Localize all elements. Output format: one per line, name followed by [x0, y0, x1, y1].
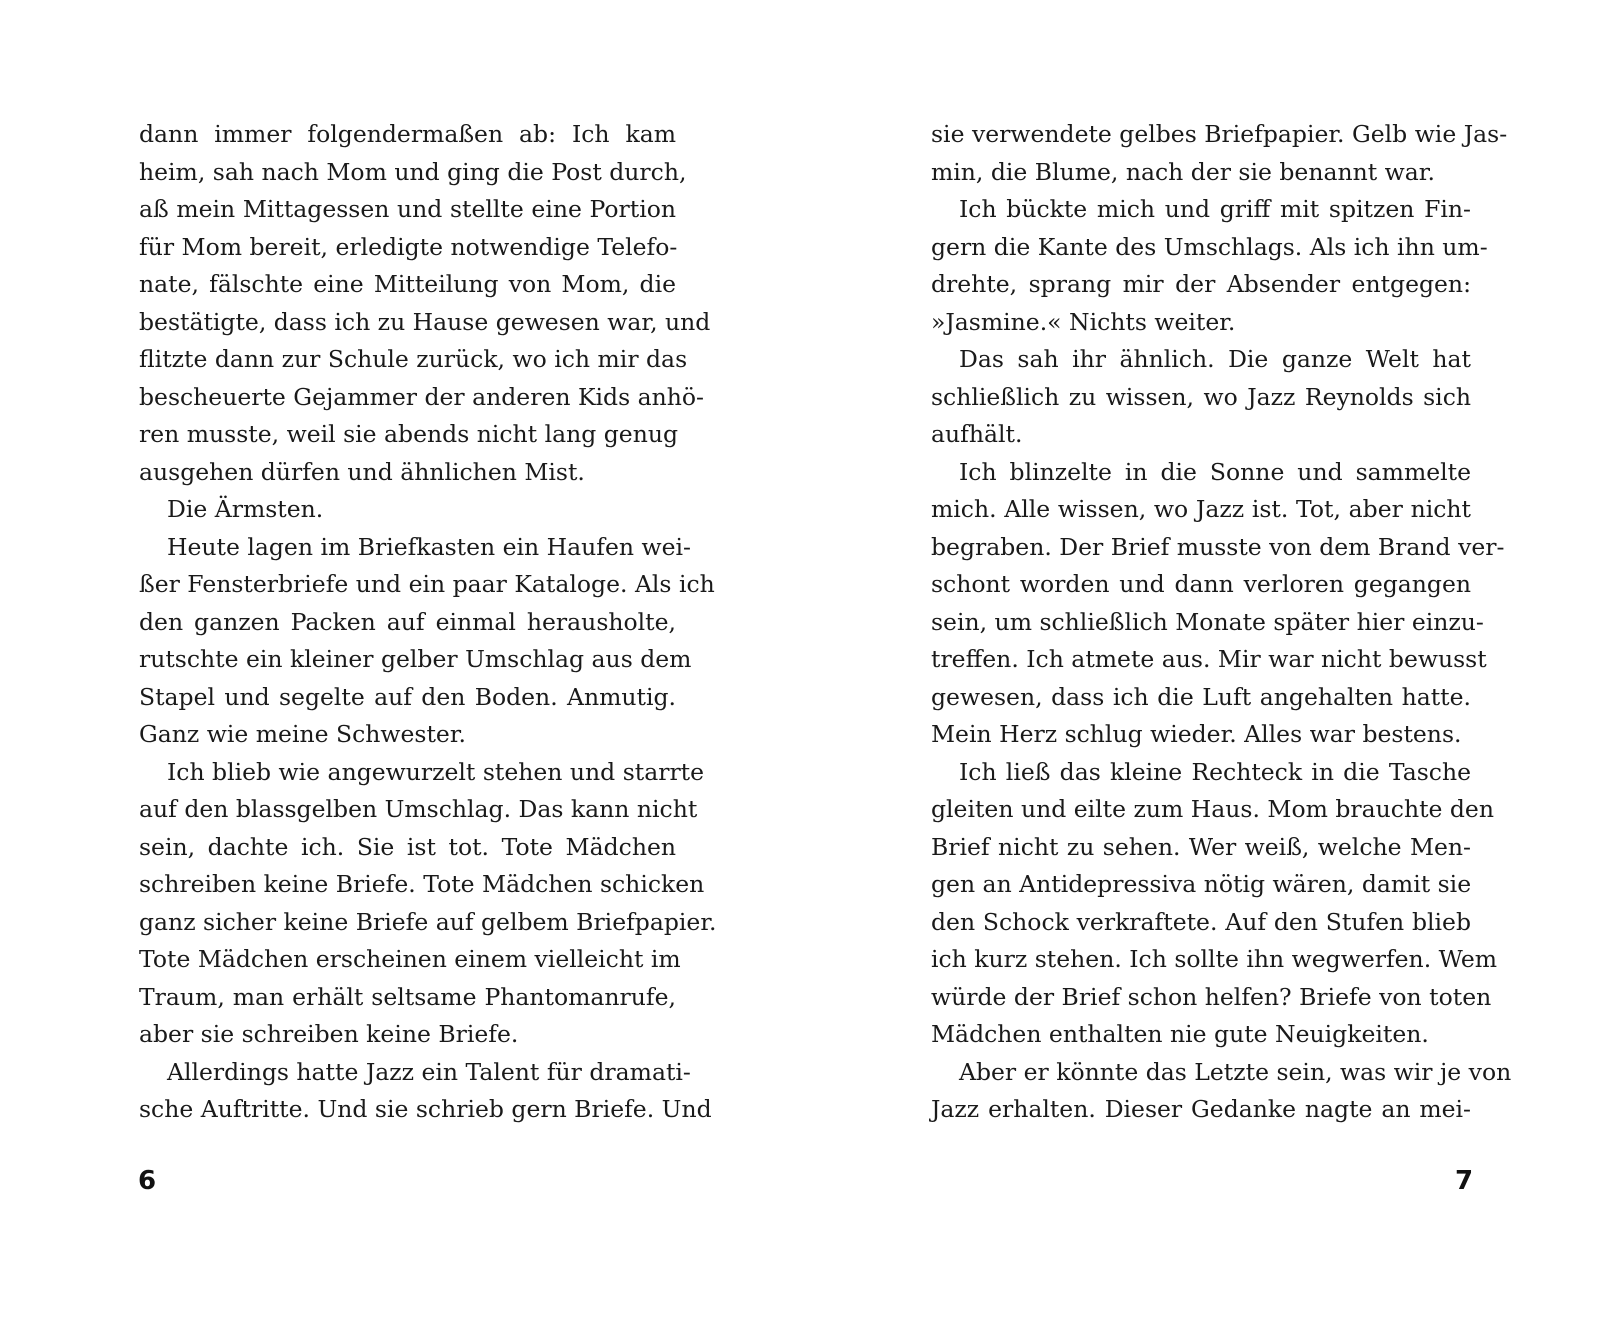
text-line: gleiten und eilte zum Haus. Mom brauchte den [931, 795, 1494, 823]
text-line: Heute lagen im Briefkasten ein Haufen wei- [167, 532, 691, 561]
text-line: gern die Kante des Umschlags. Als ich ihn um- [931, 232, 1488, 261]
text-line: drehte, sprang mir der Absender entgegen: [931, 270, 1471, 298]
text-line: heim, sah nach Mom und ging die Post durch, [139, 157, 687, 186]
text-line: ganz sicher keine Briefe auf gelbem Briefpapier. [139, 907, 717, 936]
text-line: gen an Antidepressiva nötig wären, damit sie [931, 870, 1472, 898]
text-line: flitzte dann zur Schule zurück, wo ich mir das [139, 345, 688, 373]
text-line: sein, dachte ich. Sie ist tot. Tote Mädchen [139, 832, 676, 861]
text-line: für Mom bereit, erledigte notwendige Telefo- [139, 232, 678, 261]
text-line: »Jasmine.« Nichts weiter. [931, 307, 1236, 336]
text-line: Jazz erhalten. Dieser Gedanke nagte an mei- [931, 1095, 1471, 1123]
text-line: gewesen, dass ich die Luft angehalten hatte. [931, 682, 1471, 711]
text-line: Ich blinzelte in die Sonne und sammelte [959, 457, 1471, 486]
text-line: sche Auftritte. Und sie schrieb gern Briefe. Und [139, 1095, 712, 1123]
text-line: sie verwendete gelbes Briefpapier. Gelb wie Jas- [931, 120, 1508, 148]
text-line: Die Ärmsten. [167, 495, 324, 523]
text-line: Ich ließ das kleine Rechteck in die Tasche [959, 757, 1471, 786]
text-line: rutschte ein kleiner gelber Umschlag aus dem [139, 645, 692, 673]
text-line: min, die Blume, nach der sie benannt war. [931, 157, 1435, 186]
text-line: den ganzen Packen auf einmal herausholte, [139, 607, 676, 636]
text-line: Allerdings hatte Jazz ein Talent für dramati- [167, 1057, 691, 1086]
text-line: begraben. Der Brief musste von dem Brand ver- [931, 532, 1505, 561]
text-line: schließlich zu wissen, wo Jazz Reynolds sich [931, 382, 1471, 411]
text-line: schont worden und dann verloren gegangen [931, 570, 1471, 598]
text-line: Ich blieb wie angewurzelt stehen und starrte [167, 757, 705, 786]
text-line: Tote Mädchen erscheinen einem vielleicht im [139, 945, 681, 973]
text-line: mich. Alle wissen, wo Jazz ist. Tot, aber nicht [931, 495, 1471, 523]
text-line: Aber er könnte das Letzte sein, was wir je von [959, 1057, 1512, 1086]
text-line: ren musste, weil sie abends nicht lang genug [139, 420, 679, 448]
text-line: den Schock verkraftete. Auf den Stufen blieb [931, 907, 1471, 936]
text-line: würde der Brief schon helfen? Briefe von toten [931, 982, 1492, 1011]
text-line: Brief nicht zu sehen. Wer weiß, welche Men- [931, 832, 1471, 861]
text-line: aß mein Mittagessen und stellte eine Portion [139, 195, 676, 223]
text-line: aber sie schreiben keine Briefe. [139, 1020, 519, 1048]
text-line: nate, fälschte eine Mitteilung von Mom, die [139, 270, 676, 298]
text-line: bestätigte, dass ich zu Hause gewesen war, und [139, 307, 711, 336]
text-line: auf den blassgelben Umschlag. Das kann nicht [139, 795, 698, 823]
text-line: treffen. Ich atmete aus. Mir war nicht bewusst [931, 645, 1487, 673]
text-line: Das sah ihr ähnlich. Die ganze Welt hat [959, 345, 1471, 373]
left-page-number: 6 [138, 1166, 157, 1196]
text-line: aufhält. [931, 420, 1023, 448]
text-line: bescheuerte Gejammer der anderen Kids anhö- [139, 382, 704, 411]
right-page-text [931, 116, 1512, 1129]
text-line: ausgehen dürfen und ähnlichen Mist. [139, 457, 585, 486]
text-line: sein, um schließlich Monate später hier einzu- [931, 607, 1484, 636]
text-line: Stapel und segelte auf den Boden. Anmutig. [139, 682, 676, 711]
text-line: Ganz wie meine Schwester. [139, 720, 466, 748]
text-line: ich kurz stehen. Ich sollte ihn wegwerfen. Wem [931, 945, 1498, 973]
text-line: schreiben keine Briefe. Tote Mädchen schicken [139, 870, 705, 898]
text-line: Ich bückte mich und griff mit spitzen Fin- [959, 195, 1471, 223]
right-page-number: 7 [1455, 1166, 1474, 1196]
text-line: Traum, man erhält seltsame Phantomanrufe, [139, 982, 676, 1011]
text-line: ßer Fensterbriefe und ein paar Kataloge. Als ich [139, 570, 715, 598]
text-line: Mein Herz schlug wieder. Alles war bestens. [931, 720, 1462, 748]
right-page [800, 0, 1600, 1322]
left-page-text [139, 116, 717, 1129]
text-line: dann immer folgendermaßen ab: Ich kam [139, 120, 676, 148]
text-line: Mädchen enthalten nie gute Neuigkeiten. [931, 1020, 1429, 1048]
